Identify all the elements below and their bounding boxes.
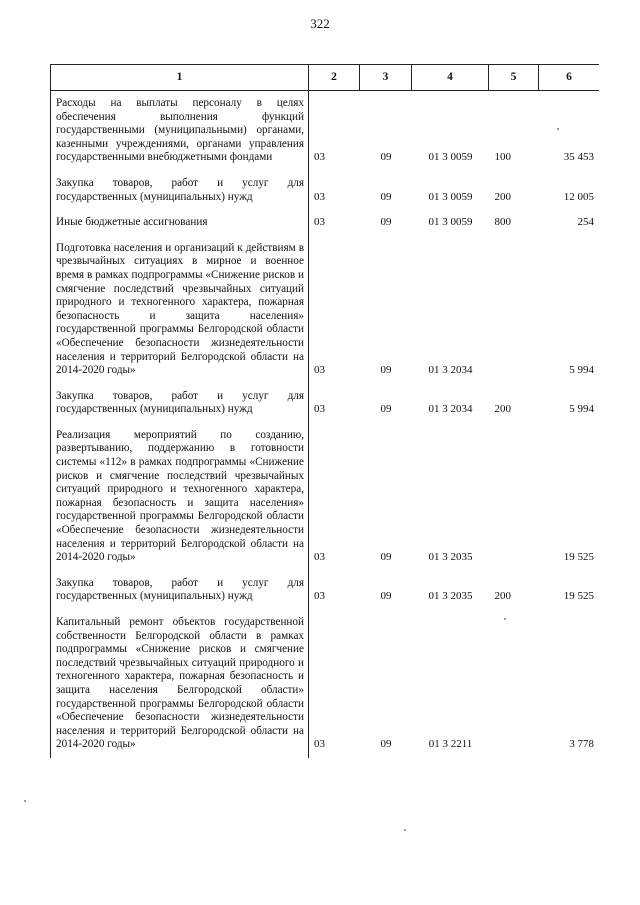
row-target-article: 01 3 2034 bbox=[428, 364, 473, 377]
row-amount: 3 778 bbox=[539, 610, 600, 758]
row-subsection: 09 bbox=[380, 551, 392, 564]
row-description: Расходы на выплаты персоналу в целях обеспечения выполнения функций государственными (муниципальными) органами, казенными учреждениями, органами управления государственными внебюджетными фондами bbox=[51, 91, 309, 171]
row-section: 03 bbox=[314, 403, 325, 416]
row-target-article: 01 3 2035 bbox=[428, 551, 473, 564]
row-section: 03 bbox=[314, 151, 325, 164]
row-target-article: 01 3 0059 bbox=[428, 151, 473, 164]
row-amount: 19 525 bbox=[539, 423, 600, 571]
row-description: Иные бюджетные ассигнования bbox=[51, 210, 309, 236]
header-col-4: 4 bbox=[412, 65, 489, 91]
row-description: Закупка товаров, работ и услуг для государственных (муниципальных) нужд bbox=[51, 384, 309, 423]
page-number: 322 bbox=[310, 16, 330, 31]
row-amount: 19 525 bbox=[539, 571, 600, 610]
row-section: 03 bbox=[314, 551, 325, 564]
budget-table bbox=[50, 64, 599, 758]
header-col-3: 3 bbox=[360, 65, 412, 91]
row-section: 03 bbox=[314, 590, 325, 603]
row-subsection: 09 bbox=[380, 590, 392, 603]
row-section: 03 bbox=[314, 190, 325, 203]
scan-speck bbox=[504, 618, 506, 620]
row-description: Реализация мероприятий по созданию, развертыванию, поддержанию в готовности системы «112» в рамках подпрограммы «Снижение рисков и смягчение последствий чрезвычайных ситуаций природного и техногенного характера, пожарная безопасность и защита населения» государственной программы Белгородской области «Обеспечение безопасности жизнедеятельности населения и территорий Белгородской области на 2014-2020 годы» bbox=[51, 423, 309, 571]
row-expense-type: 200 bbox=[494, 190, 511, 203]
table-row bbox=[51, 171, 600, 210]
row-subsection: 09 bbox=[380, 364, 392, 377]
row-amount: 5 994 bbox=[539, 384, 600, 423]
header-col-5: 5 bbox=[489, 65, 539, 91]
row-expense-type: 200 bbox=[494, 590, 511, 603]
table-row bbox=[51, 91, 600, 171]
row-expense-type bbox=[489, 610, 539, 758]
header-col-6: 6 bbox=[539, 65, 600, 91]
scan-speck bbox=[24, 800, 26, 802]
row-target-article: 01 3 2034 bbox=[428, 403, 473, 416]
scan-speck bbox=[404, 829, 406, 831]
scan-speck bbox=[557, 128, 559, 130]
row-target-article: 01 3 0059 bbox=[428, 216, 473, 229]
table-row bbox=[51, 571, 600, 610]
budget-table-container bbox=[50, 64, 599, 905]
row-section: 03 bbox=[314, 738, 325, 751]
row-description: Закупка товаров, работ и услуг для государственных (муниципальных) нужд bbox=[51, 571, 309, 610]
row-amount: 254 bbox=[539, 210, 600, 236]
table-row bbox=[51, 610, 600, 758]
row-target-article: 01 3 2035 bbox=[428, 590, 473, 603]
table-row bbox=[51, 423, 600, 571]
row-target-article: 01 3 2211 bbox=[428, 738, 473, 751]
row-subsection: 09 bbox=[380, 216, 392, 229]
row-section: 03 bbox=[314, 216, 325, 229]
row-expense-type bbox=[489, 423, 539, 571]
table-row bbox=[51, 236, 600, 384]
header-row bbox=[51, 65, 600, 91]
row-section: 03 bbox=[314, 364, 325, 377]
row-amount: 12 005 bbox=[539, 171, 600, 210]
row-amount: 35 453 bbox=[539, 91, 600, 171]
row-expense-type bbox=[489, 236, 539, 384]
row-subsection: 09 bbox=[380, 738, 392, 751]
row-target-article: 01 3 0059 bbox=[428, 190, 473, 203]
header-col-2: 2 bbox=[309, 65, 360, 91]
table-row bbox=[51, 210, 600, 236]
row-expense-type: 800 bbox=[494, 216, 511, 229]
table-row bbox=[51, 384, 600, 423]
row-subsection: 09 bbox=[380, 403, 392, 416]
row-subsection: 09 bbox=[380, 151, 392, 164]
row-amount: 5 994 bbox=[539, 236, 600, 384]
row-expense-type: 200 bbox=[494, 403, 511, 416]
row-description: Подготовка населения и организаций к действиям в чрезвычайных ситуациях в мирное и военное время в рамках подпрограммы «Снижение рисков и смягчение последствий чрезвычайных ситуаций природного и техногенного характера, пожарная безопасность и защита населения» государственной программы Белгородской области «Обеспечение безопасности жизнедеятельности населения и территорий Белгородской области на 2014-2020 годы» bbox=[51, 236, 309, 384]
row-description: Закупка товаров, работ и услуг для государственных (муниципальных) нужд bbox=[51, 171, 309, 210]
row-subsection: 09 bbox=[380, 190, 392, 203]
header-col-1: 1 bbox=[51, 65, 309, 91]
row-description: Капитальный ремонт объектов государственной собственности Белгородской области в рамках подпрограммы «Снижение рисков и смягчение последствий чрезвычайных ситуаций природного и техногенного характера, пожарная безопасность и защита населения Белгородской области» государственной программы Белгородской области «Обеспечение безопасности жизнедеятельности населения и территорий Белгородской области на 2014-2020 годы» bbox=[51, 610, 309, 758]
row-expense-type: 100 bbox=[494, 151, 511, 164]
